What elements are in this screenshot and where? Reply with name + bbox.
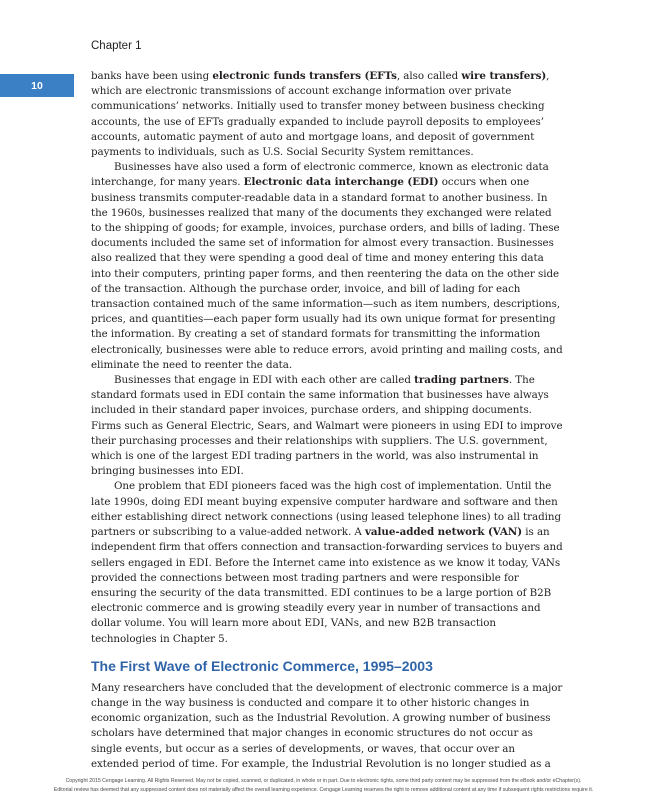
page-number-tab: 10 [0,74,74,97]
key-term: Electronic data interchange (EDI) [243,176,439,189]
key-term: electronic funds transfers (EFTs [212,70,397,82]
key-term: wire transfers) [461,70,547,82]
text-run: . The standard formats used in EDI contain the same information that businesses have always included in their standard paper invoices, purchase orders, and shipping documents. Firms such as General Electric, Sears, and Walmart were pioneers in using EDI to improve their purchasing processes and their relationships with suppliers. The U.S. government, which is one of the largest EDI trading partners in the world, was also instrumental in bringing businesses into EDI. [91,374,563,478]
paragraph [91,69,563,160]
text-run: , which are electronic transmissions of account exchange information over private communications’ networks. Initially used to transfer money between business checking accounts, the use of EFTs gradually expanded to include payroll deposits to employees’ accounts, automatic payment of auto and mortgage loans, and deposit of government payments to individuals, such as U.S. Social Security System remittances. [91,70,550,159]
text-run: One problem that EDI pioneers faced was the high cost of implementation. Until the late 1990s, doing EDI meant buying expensive computer hardware and software and then either establishing direct network connections (using leased telephone lines) to all trading partners or subscribing to a value-added network. A [91,480,562,539]
section-heading: The First Wave of Electronic Commerce, 1995–2003 [91,657,433,674]
chapter-label: Chapter 1 [91,40,142,52]
text-run: banks have been using [91,70,213,82]
text-run: is an independent firm that offers connection and transaction-forwarding services to buyers and sellers engaged in EDI. Before the Internet came into existence as we know it today, VANs provided the connections between most trading partners and were responsible for ensuring the security of the data transmitted. EDI continues to be a large portion of B2B electronic commerce and is growing steadily every year in number of transactions and dollar volume. You will learn more about EDI, VANs, and new B2B transaction technologies in Chapter 5. [91,526,563,645]
body-text [91,69,563,772]
text-run: , also called [396,70,462,82]
paragraph [91,160,563,373]
text-run: Businesses have also used a form of electronic commerce, known as electronic data interchange, for many years. [91,161,549,189]
copyright-line: Copyright 2015 Cengage Learning. All Rights Reserved. May not be copied, scanned, or duplicated, in whole or in part. Due to electronic rights, some third party content may be suppressed from the eBook and/or eChapter(s). [65,778,582,784]
text-run: Many researchers have concluded that the development of electronic commerce is a major change in the way business is conducted and compare it to other historic changes in economic organization, such as the Industrial Revolution. A growing number of business scholars have determined that major changes in economic structures do not occur as single events, but occur as a series of developments, or waves, that occur over an extended period of time. For example, the Industrial Revolution is no longer studied as a [91,681,563,770]
text-run: Businesses that engage in EDI with each other are called [114,374,415,387]
paragraph [91,479,563,646]
paragraph [91,373,563,479]
key-term: trading partners [414,374,509,387]
text-run: occurs when one business transmits computer-readable data in a standard format to another business. In the 1960s, businesses realized that many of the documents they exchanged were related to the shipping of goods; for example, invoices, purchase orders, and bills of lading. These documents included the same set of information for almost every transaction. Businesses also realized that they were spending a good deal of time and money entering this data into their computers, printing paper forms, and then reentering the data on the other side of the transaction. Although the purchase order, invoice, and bill of lading for each transaction contained much of the same information—such as item numbers, descriptions, prices, and quantities—each paper form usually had its own unique format for presenting the information. By creating a set of standard formats for transmitting the information electronically, businesses were able to reduce errors, avoid printing and mailing costs, and eliminate the need to reenter the data. [91,176,563,371]
key-term: value-added network (VAN) [365,526,523,539]
copyright-footer [0,777,647,795]
paragraph [91,681,563,772]
copyright-line: Editorial review has deemed that any suppressed content does not materially affect the overall learning experience. Cengage Learning reserves the right to remove additional content at any time if subsequent rights restrictions require it. [53,787,594,793]
